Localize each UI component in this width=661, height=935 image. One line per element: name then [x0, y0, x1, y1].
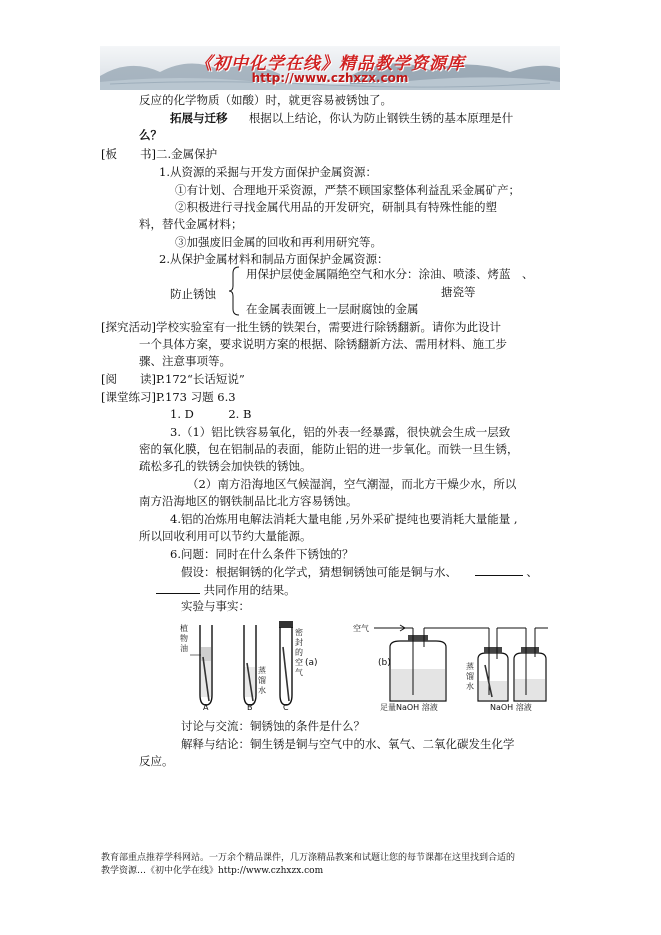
figure-label-b: (b) — [378, 658, 391, 668]
text-line: 反应的化学物质（如酸）时，就更容易被锈蚀了。 — [139, 93, 392, 107]
figure-label: 馏 — [466, 672, 474, 681]
text-line: 么？ — [139, 128, 162, 142]
figure-label: 的 — [295, 648, 303, 657]
naoh-label-left: 足量NaOH 溶液 — [380, 703, 438, 711]
footer — [101, 852, 515, 878]
text-line: ①有计划、合理地开采资源，严禁不顾国家整体利益乱采金属矿产； — [175, 183, 520, 197]
text-line: 疏松多孔的铁锈会加快铁的锈蚀。 — [139, 459, 312, 473]
air-label: 空气 — [353, 624, 369, 633]
text-span: 根据以上结论，你认为防止钢铁生锈的基本原理是什 — [248, 111, 514, 125]
text-line: 搪瓷等 — [441, 285, 476, 299]
figure-label-a: (a) — [305, 658, 318, 668]
activity-line: [探究活动]学校实验室有一批生锈的铁架台，需要进行除锈翻新。请你为此设计 — [101, 320, 501, 334]
test-tube-b — [244, 625, 256, 705]
text-line — [181, 563, 538, 580]
text-line: ③加强废旧金属的回收和再利用研究等。 — [175, 235, 382, 249]
answer-blank[interactable] — [475, 563, 523, 576]
tube-letter-c: C — [283, 703, 289, 711]
text-line: 3.（1）铝比铁容易氧化，铝的外表一经暴露，很快就会生成一层致 — [170, 425, 511, 439]
text-span: 、 — [526, 565, 538, 579]
section-heading: 拓展与迁移 — [170, 111, 228, 125]
stopper — [279, 621, 293, 628]
text-line: 所以回收利用可以节约大量能源。 — [139, 529, 312, 543]
text-line: 反应。 — [139, 754, 174, 768]
figure-label: 油 — [180, 644, 188, 653]
answer-blank[interactable] — [156, 581, 200, 594]
figure-label: 空 — [295, 658, 303, 667]
exercise-line: [课堂练习]P.173 习题 6.3 — [101, 390, 236, 404]
experiment-figure — [178, 617, 550, 711]
board-heading: [板 书]二.金属保护 — [101, 147, 218, 161]
test-tube-a — [200, 625, 212, 705]
naoh-label-right: NaOH 溶液 — [490, 703, 532, 711]
figure-label: 馏 — [258, 676, 266, 685]
banner-url[interactable]: http://www.czhxzx.com — [251, 71, 409, 85]
answer-line: 1. D 2. B — [170, 407, 252, 421]
text-line — [156, 581, 296, 598]
figure-label: 密 — [295, 628, 303, 637]
naoh-solution — [515, 679, 545, 700]
text-line: 2.从保护金属材料和制品方面保护金属资源： — [159, 252, 389, 266]
text-line: 解释与结论：铜生锈是铜与空气中的水、氧气、二氧化碳发生化学 — [181, 737, 515, 751]
figure-label: 水 — [258, 686, 266, 695]
test-tube-c — [279, 621, 293, 705]
figure-label: 封 — [295, 638, 303, 647]
footer-line-link[interactable]: 教学资源…《初中化学在线》http://www.czhxzx.com — [101, 866, 324, 876]
text-line: 一个具体方案，要求说明方案的根据、除锈翻新方法、需用材料、施工步 — [139, 337, 507, 351]
copper-strip — [283, 647, 289, 701]
text-line: 讨论与交流：铜锈蚀的条件是什么？ — [181, 719, 365, 733]
reading-line: [阅 读]P.172“长话短说” — [101, 372, 245, 386]
curly-brace-icon — [228, 266, 240, 316]
figure-label: 蒸 — [466, 662, 474, 671]
figure-label: 物 — [180, 634, 188, 643]
figure-label: 蒸 — [258, 666, 266, 675]
text-line: 4.铝的冶炼用电解法消耗大量电能 ,另外采矿提纯也要消耗大量能量 , — [170, 512, 518, 526]
text-line: （2）南方沿海地区气候湿润，空气潮湿，而北方干燥少水，所以 — [187, 477, 517, 491]
figure-label: 植 — [180, 624, 188, 633]
text-line: 骤、注意事项等。 — [139, 354, 231, 368]
text-line — [170, 110, 513, 126]
text-line: 实验与事实： — [181, 599, 250, 613]
text-span: 假设：根据铜锈的化学式，猜想铜锈蚀可能是铜与水、 — [181, 565, 457, 579]
text-line: 密的氧化膜，包在铝制品的表面，能防止铝的进一步氧化。而铁一旦生锈， — [139, 442, 519, 456]
text-line: 6.问题：同时在什么条件下锈蚀的？ — [170, 547, 354, 561]
naoh-solution — [391, 669, 445, 700]
footer-line: 教育部重点推荐学科网站。一万余个精品课件，几万涤精品教案和试题让您的每节课都在这里找到合适的 — [101, 853, 516, 863]
text-line: ②积极进行寻找金属代用品的开发研究，研制具有特殊性能的塑 — [175, 200, 497, 214]
text-line: 1.从资源的采掘与开发方面保护金属资源： — [159, 165, 377, 179]
text-line: 用保护层使金属隔绝空气和水分：涂油、喷漆、烤蓝 、 — [246, 267, 534, 281]
figure-label: 水 — [466, 682, 474, 691]
text-line: 料，替代金属材料； — [139, 217, 243, 231]
wash-bottle-1 — [390, 628, 470, 701]
text-line: 南方沿海地区的钢铁制品比北方容易锈蚀。 — [139, 494, 358, 508]
text-span: 共同作用的结果。 — [203, 583, 296, 597]
tube-letter-a: A — [203, 703, 209, 711]
figure-label: 气 — [295, 668, 303, 677]
text-line: 在金属表面镀上一层耐腐蚀的金属 — [246, 302, 419, 316]
brace-label: 防止锈蚀 — [170, 287, 216, 301]
tube-letter-b: B — [247, 703, 253, 711]
header-banner — [100, 46, 560, 90]
banner-title: 《初中化学在线》精品教学资源库 — [195, 54, 465, 74]
wash-bottle-2 — [470, 628, 508, 701]
